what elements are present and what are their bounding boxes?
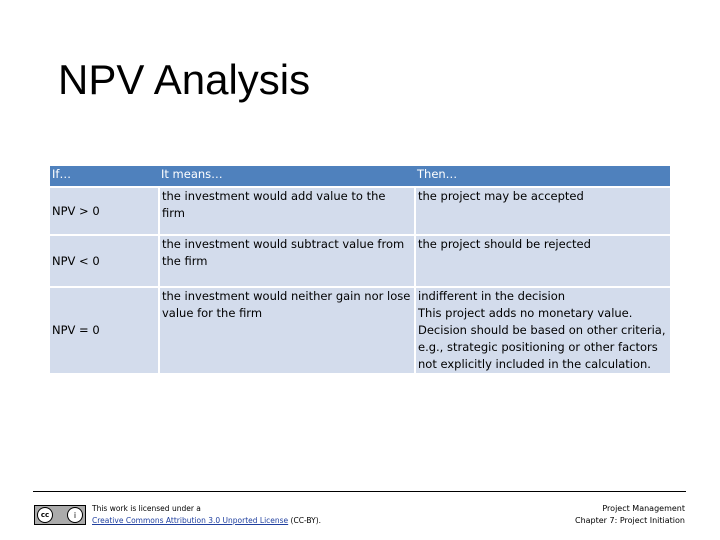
table-row bbox=[50, 235, 670, 287]
course-info bbox=[575, 503, 685, 527]
condition-cell: NPV = 0 bbox=[50, 287, 159, 373]
table-header-row bbox=[50, 166, 670, 187]
cc-by-license-badge[interactable] bbox=[34, 505, 86, 525]
license-notice bbox=[92, 503, 321, 527]
license-suffix: (CC-BY). bbox=[288, 516, 322, 525]
course-title: Project Management bbox=[602, 504, 685, 513]
attribution-icon: i bbox=[67, 507, 83, 523]
means-cell: the investment would neither gain nor lose value for the firm bbox=[159, 287, 415, 373]
means-cell: the investment would subtract value from the firm bbox=[159, 235, 415, 287]
header-if: If… bbox=[50, 166, 159, 187]
means-cell: the investment would add value to the firm bbox=[159, 187, 415, 235]
npv-table bbox=[50, 166, 670, 373]
license-link[interactable]: Creative Commons Attribution 3.0 Unported License bbox=[92, 516, 289, 525]
table-row bbox=[50, 287, 670, 373]
condition-cell: NPV > 0 bbox=[50, 187, 159, 235]
page-title: NPV Analysis bbox=[58, 56, 311, 103]
then-cell: indifferent in the decision This project adds no monetary value. Decision should be based on other criteria, e.g., strategic positioning or other factors not explicitly included in the calculation. bbox=[415, 287, 670, 373]
header-then: Then… bbox=[415, 166, 670, 187]
footer-divider bbox=[33, 491, 686, 492]
creative-commons-icon: cc bbox=[37, 507, 53, 523]
header-means: It means… bbox=[159, 166, 415, 187]
condition-cell: NPV < 0 bbox=[50, 235, 159, 287]
chapter-title: Chapter 7: Project Initiation bbox=[574, 516, 685, 525]
table-row bbox=[50, 187, 670, 235]
license-text: This work is licensed under a bbox=[92, 504, 201, 513]
then-cell: the project may be accepted bbox=[415, 187, 670, 235]
then-cell: the project should be rejected bbox=[415, 235, 670, 287]
